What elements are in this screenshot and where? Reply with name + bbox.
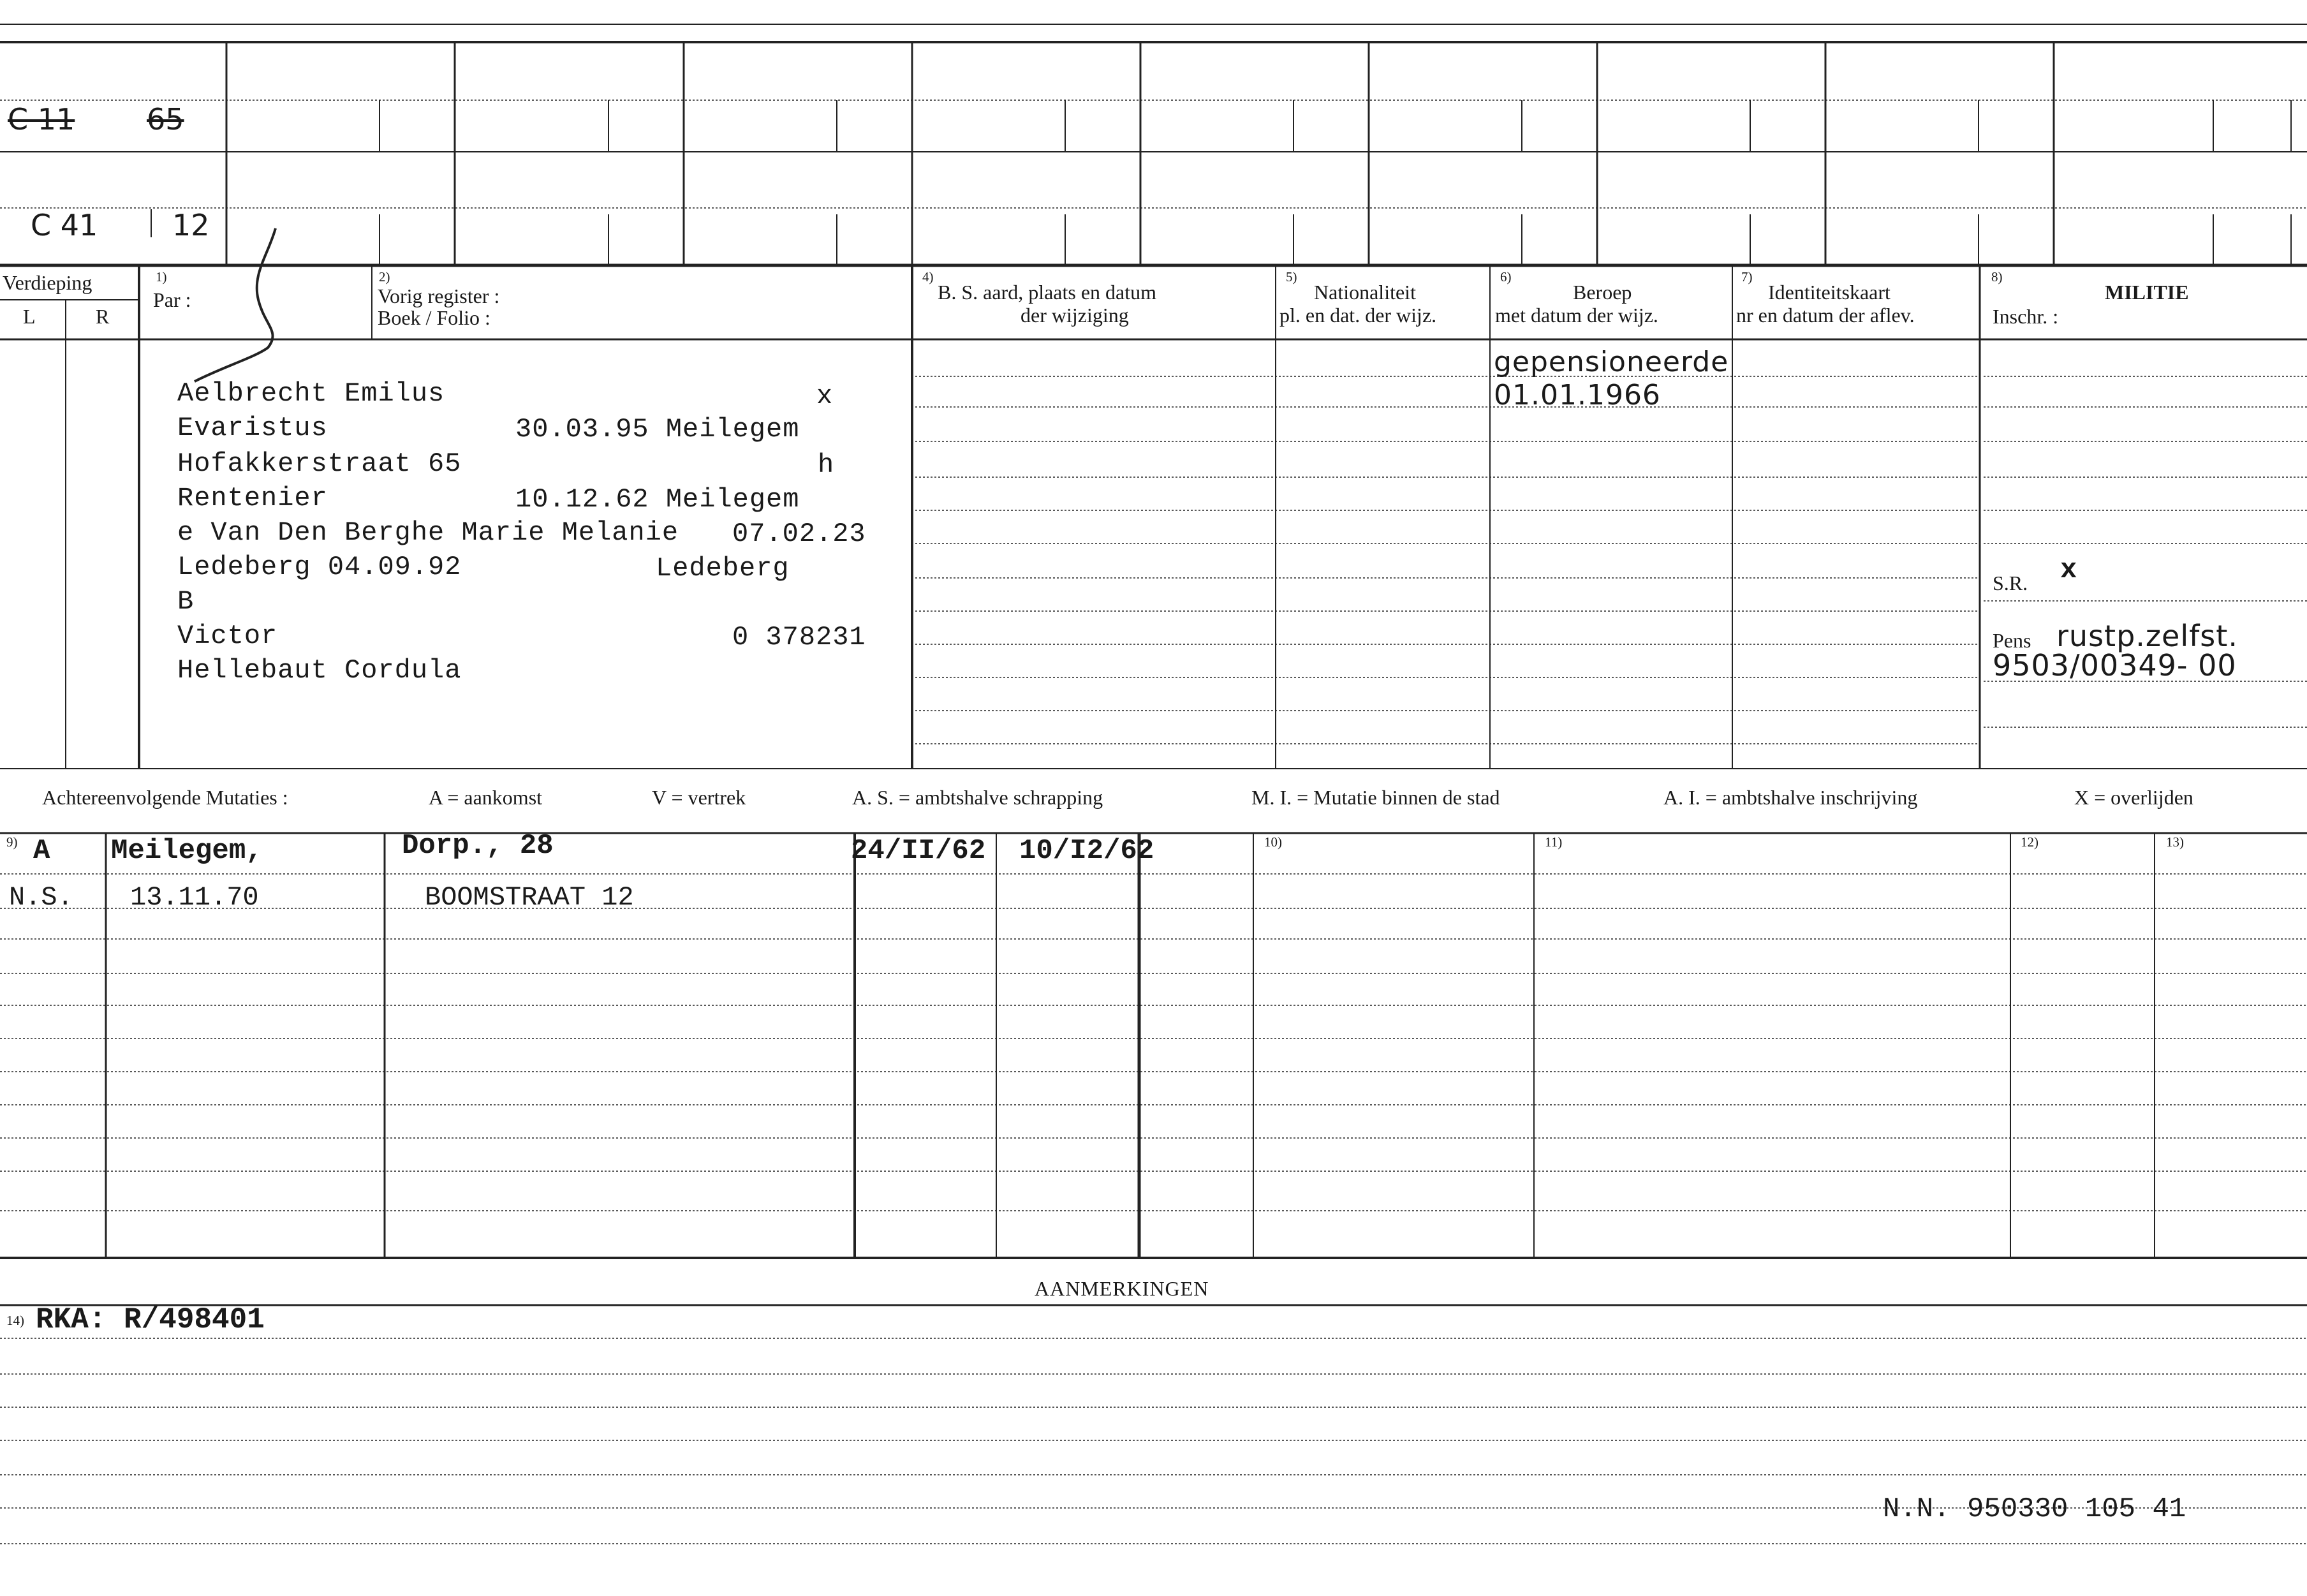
header-nat-line2: pl. en dat. der wijz. [1279,304,1437,327]
legend-x: X = overlijden [2074,786,2193,809]
mutation-row1-date1: 24/II/62 [851,835,986,867]
person-line5: e Van Den Berghe Marie Melanie [177,517,679,548]
legend-a: A = aankomst [429,786,543,809]
person-line4-date: 10.12.62 Meilegem [515,484,800,515]
legend-mi: M. I. = Mutatie binnen de stad [1251,786,1500,809]
header-mil-num: 8) [1991,269,2003,284]
header-vorig-num: 2) [379,269,390,284]
person-line1-mark: x [816,381,834,411]
header-bs-line2: der wijziging [1021,304,1129,327]
person-line8: Victor [177,621,278,651]
header-inschr: Inschr. : [1993,305,2059,328]
cell-a1: C 11 [8,102,75,137]
militie-pens-value: rustp.zelfst. [2056,619,2238,653]
header-nat-line1: Nationaliteit [1314,281,1416,304]
header-r: R [96,305,110,328]
header-vorig-register: Vorig register : [378,284,500,307]
header-bs-num: 4) [922,269,934,284]
header-beroep-line1: Beroep [1573,281,1632,304]
remarks-title: AANMERKINGEN [1035,1277,1209,1300]
legend-title: Achtereenvolgende Mutaties : [42,786,288,809]
legend-ai: A. I. = ambtshalve inschrijving [1663,786,1918,809]
mutation-row1-place: Meilegem, [111,835,263,867]
cell-a2: 65 [147,102,184,137]
mutation-row1-street: Dorp., 28 [402,830,554,862]
militie-pens-label: Pens [1993,629,2031,652]
legend-as: A. S. = ambtshalve schrapping [852,786,1103,809]
cell-b2: 12 [172,208,210,242]
header-par-num: 1) [156,269,167,284]
header-id-line2: nr en datum der aflev. [1736,304,1915,327]
mutation-num-13: 13) [2166,834,2184,850]
header-beroep-line2: met datum der wijz. [1495,304,1658,327]
mutation-row1-date2: 10/I2/62 [1019,835,1154,867]
remarks-rka: RKA: R/498401 [36,1303,265,1336]
mutation-row2-date: 13.11.70 [130,882,259,913]
header-par: Par : [153,288,191,311]
header-id-line1: Identiteitskaart [1768,281,1891,304]
person-line7: B [177,586,195,617]
militie-sr-label: S.R. [1993,572,2028,595]
person-line9: Hellebaut Cordula [177,655,462,686]
header-militie: MILITIE [2105,281,2189,304]
militie-sr-mark: x [2060,554,2077,586]
person-line2-date: 30.03.95 Meilegem [515,414,800,445]
handwritten-stroke [195,228,276,381]
header-boek-folio: Boek / Folio : [378,306,490,329]
mutation-num-12: 12) [2021,834,2038,850]
person-line6: Ledeberg 04.09.92 [177,552,462,582]
person-line8-num: 0 378231 [732,622,866,653]
header-verdieping: Verdieping [3,271,92,294]
mutation-row1-code: A [33,835,50,867]
header-id-num: 7) [1741,269,1753,284]
person-line3-mark: h [818,450,835,480]
person-line3: Hofakkerstraat 65 [177,448,462,479]
mutation-row2-code: N.S. [9,882,73,913]
militie-pens-number: 9503/00349- 00 [1993,648,2237,683]
mutation-num-10: 10) [1264,834,1282,850]
header-nat-num: 5) [1286,269,1297,284]
person-line5-date: 07.02.23 [732,519,866,549]
cell-b1: C 41 [31,208,98,242]
header-beroep-num: 6) [1500,269,1512,284]
mutation-num-11: 11) [1545,834,1563,850]
header-bs-line1: B. S. aard, plaats en datum [938,281,1157,304]
mutation-row2-street: BOOMSTRAAT 12 [425,882,634,913]
person-line4: Rentenier [177,483,328,514]
header-l: L [23,305,36,328]
beroep-date: 01.01.1966 [1494,379,1661,411]
person-line2: Evaristus [177,413,328,443]
beroep-value: gepensioneerde [1494,346,1729,378]
remarks-num: 14) [6,1313,24,1328]
person-line6-place: Ledeberg [656,553,790,584]
remarks-nn: N.N. 950330 105 41 [1883,1493,2186,1525]
legend-v: V = vertrek [652,786,746,809]
mutation-num-9: 9) [6,834,18,850]
person-line1: Aelbrecht Emilus [177,378,445,409]
